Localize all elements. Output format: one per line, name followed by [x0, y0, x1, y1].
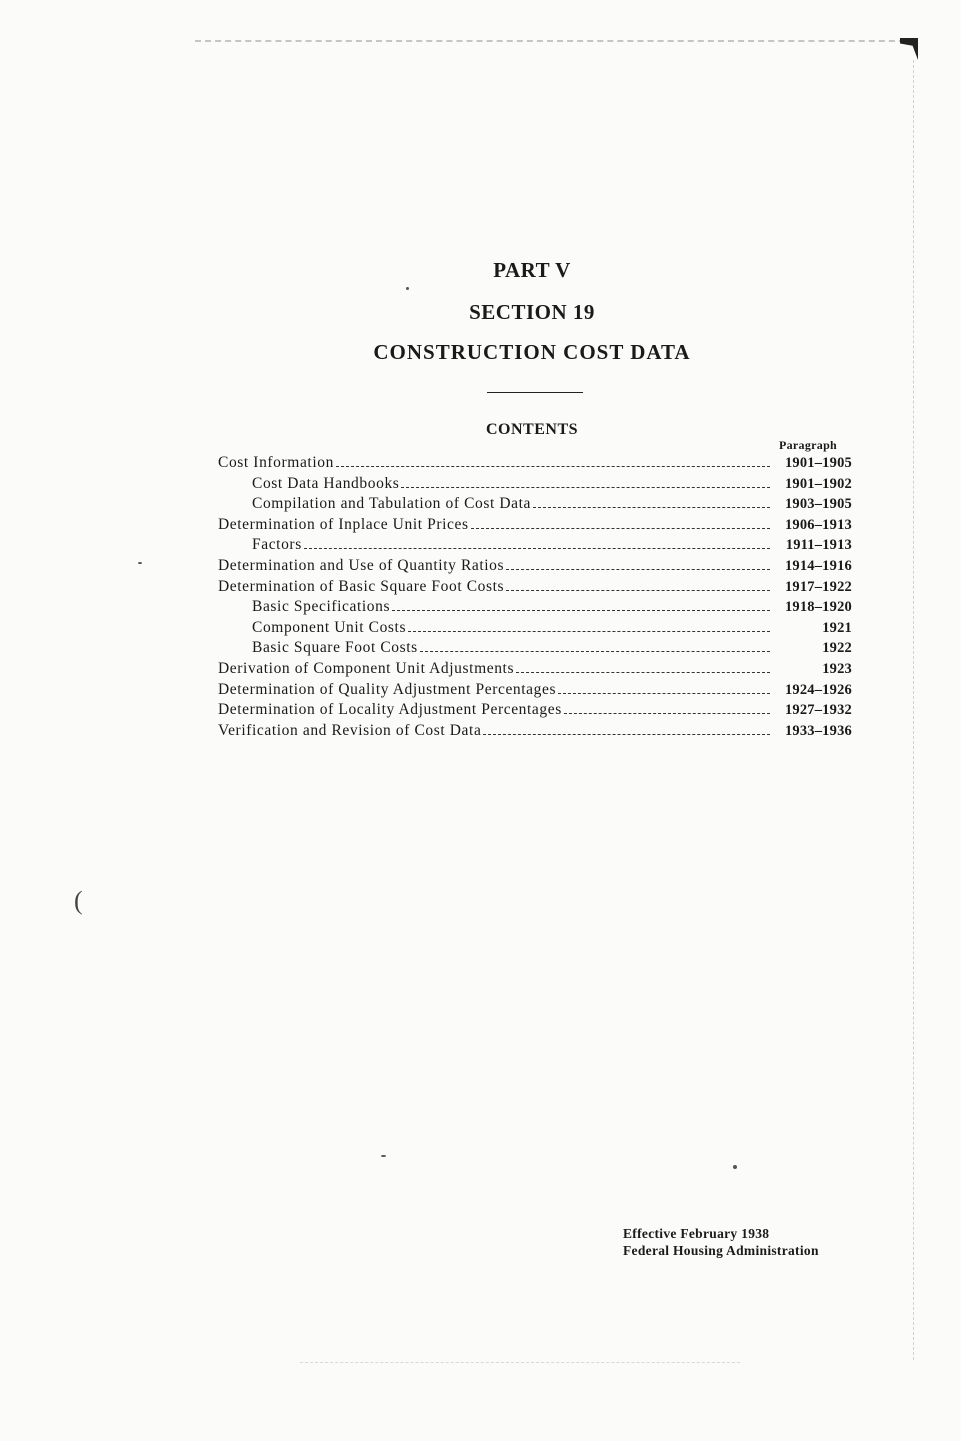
toc-entry — [218, 454, 852, 475]
toc-entry-paragraph: 1901–1902 — [784, 475, 852, 492]
toc-entry-label: Derivation of Component Unit Adjustments — [218, 659, 515, 677]
dot-leader — [304, 548, 770, 549]
toc-entry-paragraph: 1927–1932 — [784, 702, 852, 719]
toc-entry-label: Determination of Basic Square Foot Costs — [218, 577, 505, 595]
toc-entry — [218, 516, 852, 537]
toc-entry-label: Determination of Locality Adjustment Percentages — [218, 701, 562, 719]
toc-entry-label: Basic Square Foot Costs — [252, 639, 418, 657]
dot-leader — [408, 631, 770, 632]
toc-entry-paragraph: 1924–1926 — [784, 681, 852, 698]
scan-edge-top — [195, 40, 915, 42]
toc-entry-paragraph: 1921 — [822, 619, 852, 636]
toc-entry-paragraph: 1901–1905 — [784, 455, 852, 471]
table-of-contents — [218, 454, 852, 742]
toc-entry — [218, 495, 852, 516]
toc-entry-label: Compilation and Tabulation of Cost Data — [252, 495, 532, 513]
toc-entry — [218, 619, 852, 640]
toc-entry — [218, 536, 852, 557]
title-divider — [487, 392, 583, 393]
toc-entry-label: Component Unit Costs — [252, 618, 407, 636]
agency-name: Federal Housing Administration — [623, 1243, 819, 1258]
toc-entry-label: Verification and Revision of Cost Data — [218, 721, 482, 739]
scan-mark: ( — [74, 886, 83, 915]
toc-entry-paragraph: 1906–1913 — [784, 516, 852, 533]
section-title: SECTION 19 — [469, 300, 595, 324]
toc-entry — [218, 598, 852, 619]
toc-entry-label: Factors — [252, 536, 302, 554]
toc-entry-label: Determination and Use of Quantity Ratios — [218, 556, 505, 574]
contents-heading: CONTENTS — [485, 421, 579, 438]
dot-leader — [506, 590, 770, 591]
toc-entry-paragraph: 1933–1936 — [784, 722, 852, 739]
toc-entry — [218, 681, 852, 702]
dot-leader — [483, 734, 770, 735]
dot-leader — [420, 651, 770, 652]
toc-entry-label: Cost Data Handbooks — [252, 474, 400, 492]
toc-entry-label: Basic Specifications — [252, 598, 391, 616]
dot-leader — [336, 466, 770, 467]
dot-leader — [564, 713, 770, 714]
toc-entry-paragraph: 1918–1920 — [784, 599, 852, 616]
toc-entry-label: Determination of Inplace Unit Prices — [218, 515, 469, 533]
toc-entry-paragraph: 1922 — [822, 640, 852, 657]
dot-leader — [558, 693, 770, 694]
toc-entry — [218, 660, 852, 681]
toc-entry-paragraph: 1923 — [822, 660, 852, 677]
scan-edge-bottom — [300, 1362, 740, 1363]
toc-entry-label: Determination of Quality Adjustment Percentages — [218, 680, 557, 698]
dot-leader — [471, 528, 770, 529]
effective-date: Effective February 1938 — [623, 1226, 770, 1241]
scan-speck — [138, 562, 142, 564]
scan-speck — [381, 1155, 386, 1157]
toc-entry-paragraph: 1911–1913 — [785, 537, 852, 554]
dot-leader — [533, 507, 770, 508]
paragraph-column-label: Paragraph — [779, 438, 838, 452]
dot-leader — [392, 610, 770, 611]
dot-leader — [506, 569, 770, 570]
scan-speck — [733, 1165, 737, 1169]
document-title: CONSTRUCTION COST DATA — [373, 340, 691, 364]
toc-entry-paragraph: 1917–1922 — [784, 578, 852, 595]
toc-entry — [218, 639, 852, 660]
footer-block — [623, 1225, 819, 1259]
toc-entry-paragraph: 1903–1905 — [784, 496, 852, 513]
toc-entry — [218, 578, 852, 599]
scan-corner-mark — [900, 38, 918, 60]
dot-leader — [516, 672, 770, 673]
part-title: PART V — [493, 258, 571, 282]
dot-leader — [401, 487, 770, 488]
toc-entry — [218, 701, 852, 722]
toc-entry — [218, 722, 852, 743]
toc-entry — [218, 475, 852, 496]
toc-entry — [218, 557, 852, 578]
scan-edge-right — [913, 60, 914, 1360]
toc-entry-paragraph: 1914–1916 — [784, 557, 852, 574]
scan-speck — [406, 287, 409, 290]
toc-entry-label: Cost Information — [218, 454, 334, 471]
